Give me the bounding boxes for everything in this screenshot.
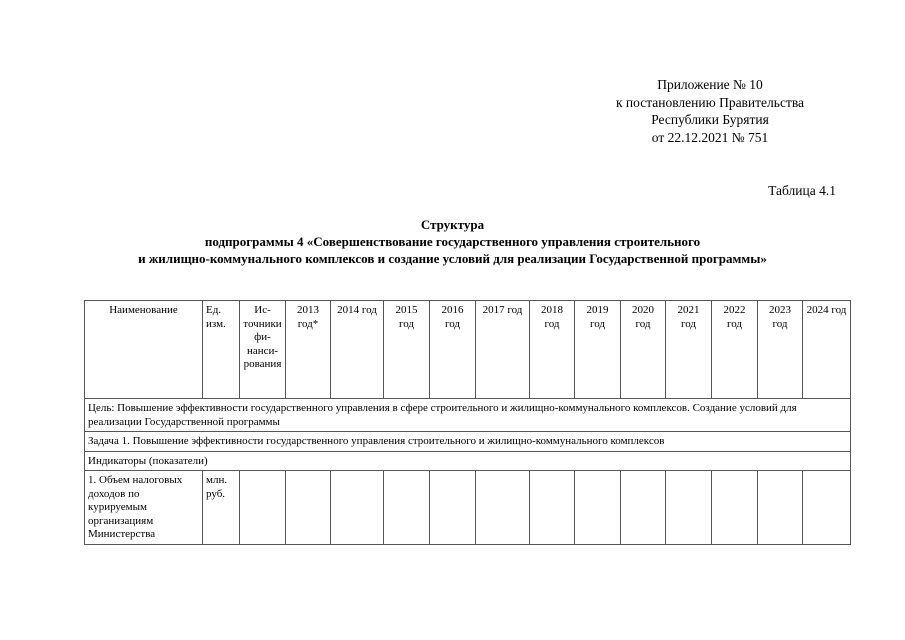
indicator-value-2023 (758, 471, 803, 545)
indicator-value-2016 (430, 471, 476, 545)
indicator-value-2022 (712, 471, 758, 545)
task-row (85, 432, 851, 452)
indicator-value-2024 (803, 471, 851, 545)
indicator-value-2018 (530, 471, 575, 545)
document-title (0, 216, 905, 267)
goal-row (85, 399, 851, 432)
indicator-source (240, 471, 286, 545)
header-year-2022: 2022 год (712, 301, 758, 399)
header-year-2018: 2018 год (530, 301, 575, 399)
indicator-value-2014 (331, 471, 384, 545)
table-header-row (85, 301, 851, 399)
header-year-2024: 2024 год (803, 301, 851, 399)
table-number: Таблица 4.1 (768, 183, 836, 198)
header-year-2021: 2021 год (666, 301, 712, 399)
indicators-row (85, 451, 851, 471)
appendix-republic: Республики Бурятия (651, 112, 769, 127)
header-year-2014: 2014 год (331, 301, 384, 399)
appendix-date: от 22.12.2021 № 751 (651, 129, 769, 145)
header-name: Наименование (85, 301, 203, 399)
appendix-reference (560, 76, 860, 146)
indicators-text: Индикаторы (показатели) (85, 451, 851, 471)
indicator-value-2017 (476, 471, 530, 545)
header-year-2016: 2016 год (430, 301, 476, 399)
indicator-value-2020 (621, 471, 666, 545)
indicator-value-2019 (575, 471, 621, 545)
task-text: Задача 1. Повышение эффективности государственного управления строительного и жилищно-коммунального комплексов (85, 432, 851, 452)
title-line-3: и жилищно-коммунального комплексов и создание условий для реализации Государственной программы» (138, 251, 767, 266)
indicator-name: 1. Объем налоговых доходов по курируемым организациям Министерства (85, 471, 203, 545)
title-line-2: подпрограммы 4 «Совершенствование государственного управления строительного (204, 234, 701, 249)
header-year-2017: 2017 год (476, 301, 530, 399)
title-line-1: Структура (420, 217, 485, 232)
header-source: Источники финансирования (240, 301, 286, 399)
header-unit: Ед. изм. (203, 301, 240, 399)
structure-table (84, 300, 851, 545)
indicator-unit: млн. руб. (203, 471, 240, 545)
indicator-value-2013 (286, 471, 331, 545)
header-year-2013: 2013 год* (286, 301, 331, 399)
goal-text: Цель: Повышение эффективности государственного управления в сфере строительного и жилищно-коммунального комплексов. Создание условий для реализации Государственной программы (85, 399, 851, 432)
header-year-2023: 2023 год (758, 301, 803, 399)
header-year-2020: 2020 год (621, 301, 666, 399)
indicator-value-2015 (384, 471, 430, 545)
header-year-2015: 2015 год (384, 301, 430, 399)
appendix-decree: к постановлению Правительства (615, 94, 805, 110)
indicator-value-2021 (666, 471, 712, 545)
appendix-number: Приложение № 10 (657, 77, 763, 92)
header-year-2019: 2019 год (575, 301, 621, 399)
table-row (85, 471, 851, 545)
